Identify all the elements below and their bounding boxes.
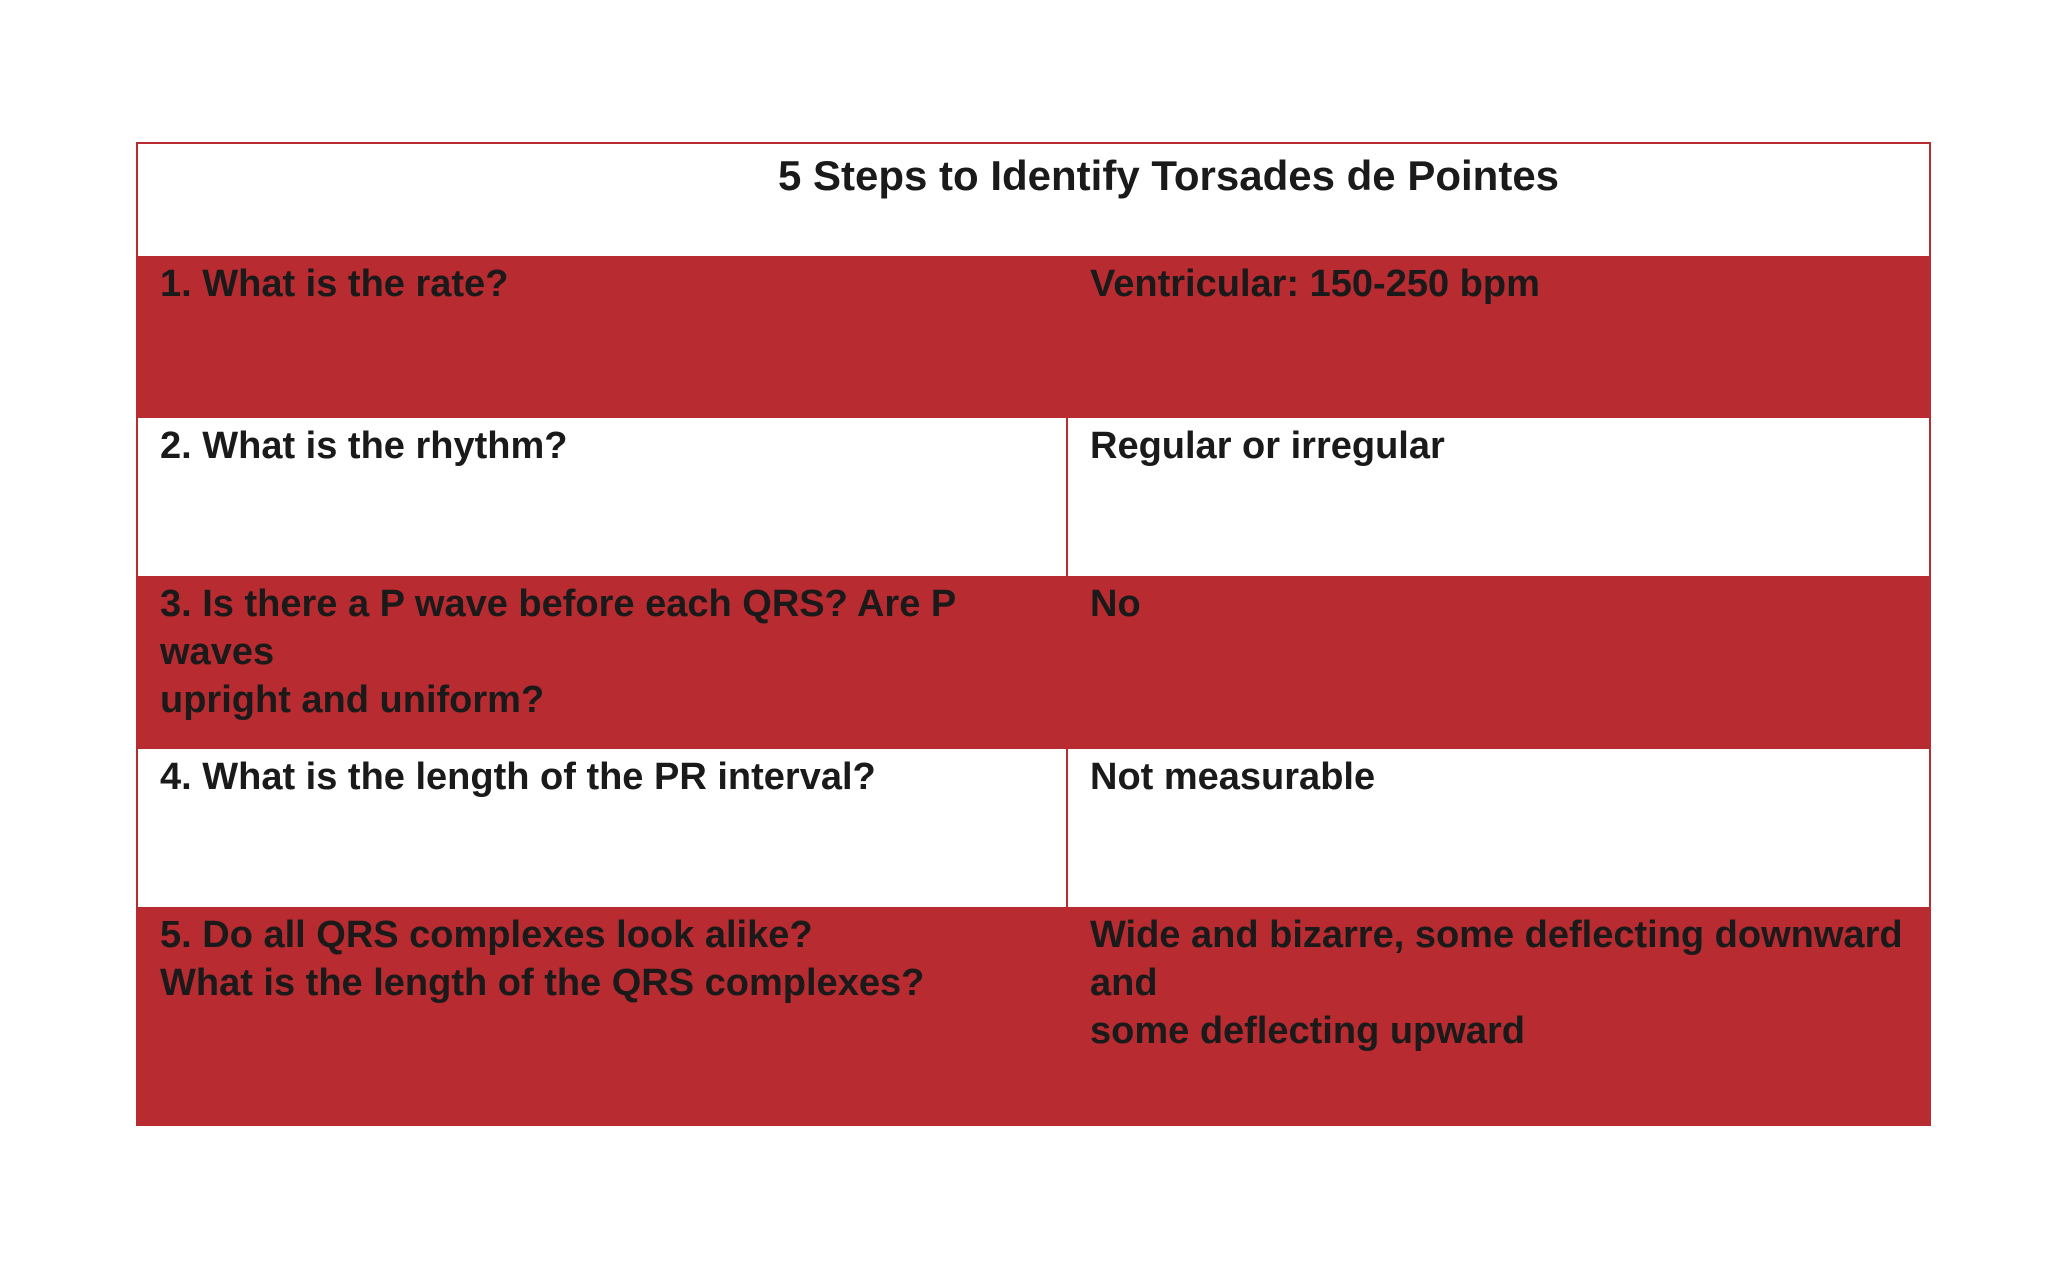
steps-table: [136, 142, 1931, 1126]
row-2-answer: Regular or irregular: [1068, 418, 1929, 576]
row-1-answer: Ventricular: 150-250 bpm: [1068, 256, 1929, 418]
filler-left: [138, 1120, 1068, 1124]
row-5-question: 5. Do all QRS complexes look alike? What is the length of the QRS complexes?: [138, 907, 1068, 1120]
filler-right: [1068, 1120, 1929, 1124]
row-4-answer: Not measurable: [1068, 749, 1929, 907]
row-2-question: 2. What is the rhythm?: [138, 418, 1068, 576]
row-3-question: 3. Is there a P wave before each QRS? Are P waves upright and uniform?: [138, 576, 1068, 749]
row-3-answer: No: [1068, 576, 1929, 749]
table-title: 5 Steps to Identify Torsades de Pointes: [138, 144, 1929, 256]
row-5-answer: Wide and bizarre, some deflecting downward and some deflecting upward: [1068, 907, 1929, 1120]
row-4-question: 4. What is the length of the PR interval?: [138, 749, 1068, 907]
row-1-question: 1. What is the rate?: [138, 256, 1068, 418]
